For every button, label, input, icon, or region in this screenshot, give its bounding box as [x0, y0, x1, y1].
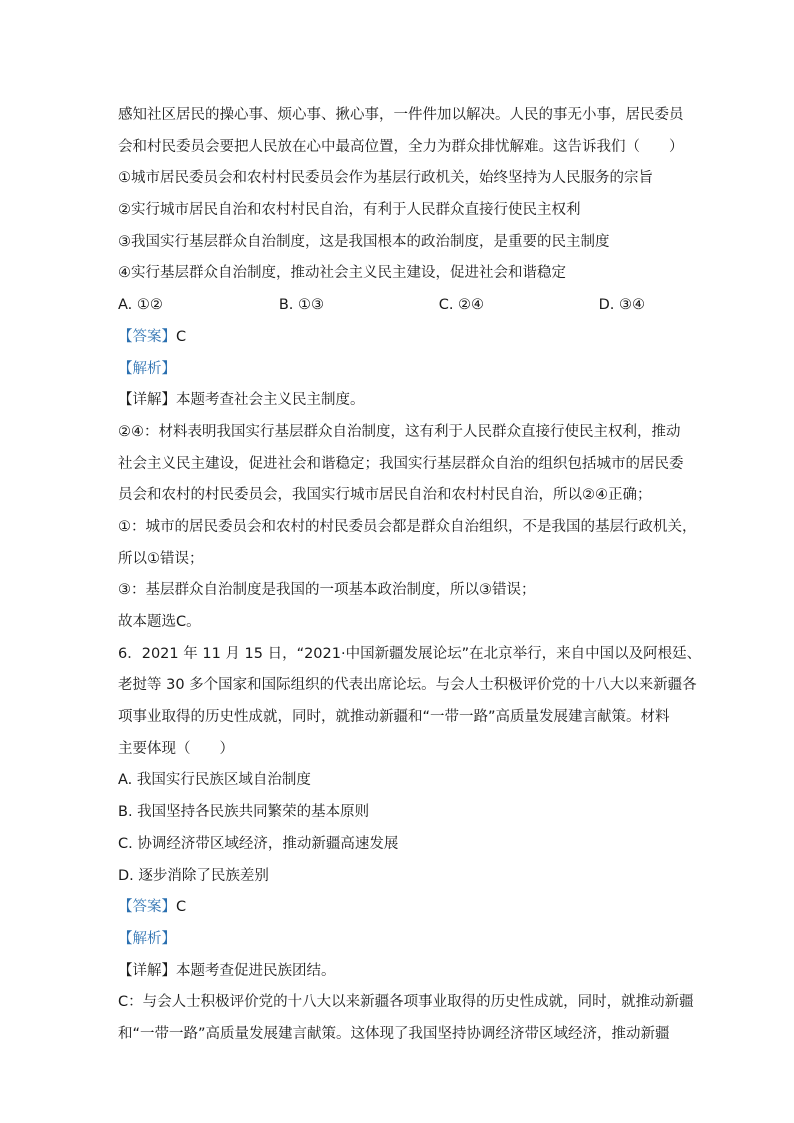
q5-stem-line-1: 感知社区居民的操心事、烦心事、揪心事，一件件加以解决。人民的事无小事，居民委员	[118, 107, 684, 123]
q6-stem-line-1: 6．2021 年 11 月 15 日，“2021·中国新疆发展论坛”在北京举行，来自中国以及阿根廷、	[118, 645, 702, 662]
q6-explanation-line-1: C：与会人士积极评价党的十八大以来新疆各项事业取得的历史性成就，同时，就推动新疆	[118, 994, 694, 1011]
q6-option-b: B. 我国坚持各民族共同繁荣的基本原则	[118, 804, 370, 821]
q5-detail-tag: 【详解】	[118, 392, 176, 409]
q5-statement-2: ②实行城市居民自治和农村村民自治，有利于人民群众直接行使民主权利	[118, 202, 581, 219]
q6-analysis	[118, 924, 678, 956]
q5-option-d: D. ③④	[598, 297, 645, 314]
q6-option-d: D. 逐步消除了民族差别	[118, 867, 269, 884]
q6-analysis-tag: 【解析】	[118, 930, 176, 947]
q5-option-b: B. ①③	[278, 297, 325, 314]
q6-answer	[118, 892, 678, 924]
q5-explanation-1-line-1: ②④：材料表明我国实行基层群众自治制度，这有利于人民群众直接行使民主权利，推动	[118, 423, 681, 440]
document-page	[118, 100, 702, 1051]
q6-option-a: A. 我国实行民族区域自治制度	[118, 772, 311, 789]
q6-stem-line-4: 主要体现（ ）	[118, 740, 234, 757]
q5-detail	[118, 385, 678, 417]
q6-stem-line-3: 项事业取得的历史性成就，同时，就推动新疆和“一带一路”高质量发展建言献策。材料	[118, 709, 670, 726]
q6-stem-line-2: 老挝等 30 多个国家和国际组织的代表出席论坛。与会人士积极评价党的十八大以来新疆各	[118, 677, 697, 694]
q5-explanation-2-line-1: ①：城市的居民委员会和农村的村民委员会都是群众自治组织，不是我国的基层行政机关，	[118, 518, 697, 535]
q5-explanation-1-line-2: 社会主义民主建设，促进社会和谐稳定；我国实行基层群众自治的组织包括城市的居民委	[118, 455, 684, 472]
q5-conclusion: 故本题选C。	[118, 614, 201, 630]
q6-detail	[118, 956, 678, 988]
q5-explanation-3: ③：基层群众自治制度是我国的一项基本政治制度，所以③错误；	[118, 582, 536, 599]
q5-answer-value: C	[176, 328, 187, 345]
q6-answer-tag: 【答案】	[118, 899, 176, 916]
q6-explanation-line-2: 和“一带一路”高质量发展建言献策。这体现了我国坚持协调经济带区域经济，推动新疆	[118, 1025, 670, 1042]
q5-explanation-2-line-2: 所以①错误；	[118, 550, 204, 567]
q5-answer	[118, 322, 678, 354]
q5-stem-line-2: 会和村民委员会要把人民放在心中最高位置，全力为群众排忧解难。这告诉我们（ ）	[118, 138, 684, 155]
q5-statement-1: ①城市居民委员会和农村村民委员会作为基层行政机关，始终坚持为人民服务的宗旨	[118, 170, 653, 187]
q5-analysis-tag: 【解析】	[118, 360, 176, 377]
q5-statement-4: ④实行基层群众自治制度，推动社会主义民主建设，促进社会和谐稳定	[118, 265, 566, 282]
q5-option-a: A. ①②	[118, 297, 163, 314]
q5-statement-3: ③我国实行基层群众自治制度，这是我国根本的政治制度，是重要的民主制度	[118, 233, 610, 250]
q5-detail-text: 本题考查社会主义民主制度。	[176, 392, 365, 409]
q6-answer-value: C	[176, 899, 187, 916]
q6-detail-tag: 【详解】	[118, 962, 176, 979]
q5-option-c: C. ②④	[438, 297, 485, 314]
q6-detail-text: 本题考查促进民族团结。	[176, 962, 336, 979]
q5-explanation-1-line-3: 员会和农村的村民委员会，我国实行城市居民自治和农村村民自治，所以②④正确；	[118, 487, 652, 504]
q5-answer-tag: 【答案】	[118, 328, 176, 345]
q6-option-c: C. 协调经济带区域经济，推动新疆高速发展	[118, 835, 399, 852]
q5-analysis	[118, 354, 678, 386]
q5-options	[118, 290, 678, 322]
